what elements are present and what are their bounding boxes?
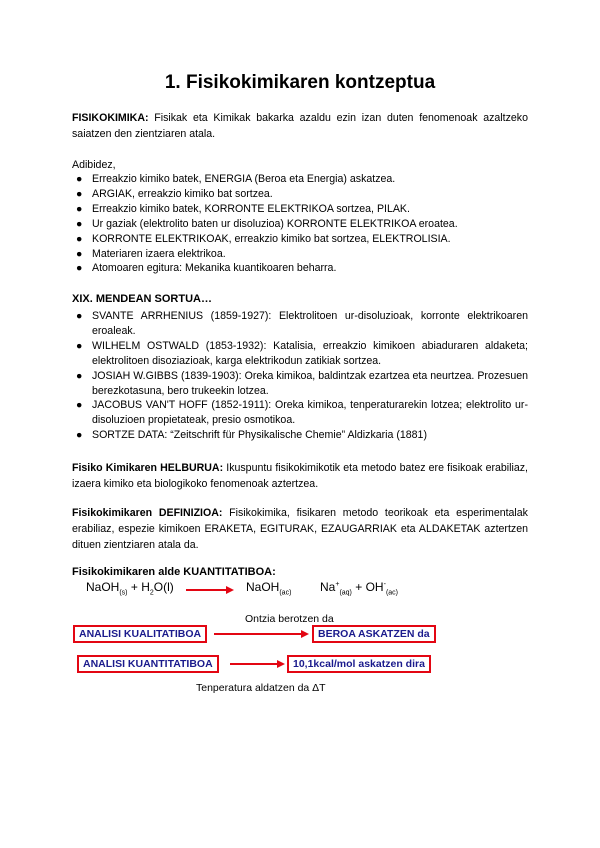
bullet-icon: ● (76, 202, 83, 215)
bullet-icon: ● (76, 339, 83, 352)
equation-product: NaOH$_{(ac)}$ (246, 580, 292, 597)
definition2-text: Fisikokimika, fisikaren metodo teorikoak eta esperimentalak erabiliaz, espezie kimikoen ERAKETA, EGITURAK, EZAUGARRIAK eta ALDAKETAK aztertzen dituen zientziaren atala da. (72, 507, 528, 551)
bullet-icon: ● (76, 310, 83, 322)
list-item: ● JOSIAH W.GIBBS (1839-1903): Oreka kimikoa, baldintzak ezartzea eta neurtzea. Prozesuen berezkotasuna, bero trukeekin lotzea. (76, 369, 528, 397)
qualitative-result-box: BEROA ASKATZEN da (312, 625, 436, 643)
century-heading: XIX. MENDEAN SORTUA… (72, 293, 212, 305)
definition-text: Fisikak eta Kimikak bakarka azaldu ezin izan duten fenomenoak azaltzeko saiatzen den zientziaren atala. (72, 112, 528, 140)
definition2-term: Fisikokimikaren DEFINIZIOA: (72, 507, 223, 519)
qualitative-box: ANALISI KUALITATIBOA (73, 625, 207, 643)
examples-intro: Adibidez, (72, 159, 116, 171)
list-item: ● SORTZE DATA: “Zeitschrift für Physikalische Chemie” Aldizkaria (1881) (76, 429, 427, 442)
quantitative-box: ANALISI KUANTITATIBOA (77, 655, 219, 673)
list-item: ● Erreakzio kimiko batek, ENERGIA (Beroa eta Energia) askatzea. (76, 173, 396, 185)
list-item: ● SVANTE ARRHENIUS (1859-1927): Elektrolitoen ur-disoluzioak, korronte elektrikoaren eroaleak. (76, 310, 528, 337)
list-item: ● KORRONTE ELEKTRIKOAK, erreakzio kimiko bat sortzea, ELEKTROLISIA. (76, 232, 451, 245)
quantitative-heading: Fisikokimikaren alde KUANTITATIBOA: (72, 566, 276, 578)
bullet-icon: ● (76, 217, 83, 230)
bullet-icon: ● (76, 232, 83, 245)
bullet-icon: ● (76, 173, 83, 185)
list-item: ● Ur gaziak (elektrolito baten ur disoluzioa) KORRONTE ELEKTRIKOA eroatea. (76, 217, 458, 230)
quantitative-result-box: 10,1kcal/mol askatzen dira (287, 655, 431, 673)
page-title: 1. Fisikokimikaren kontzeptua (164, 72, 436, 93)
bullet-icon: ● (76, 247, 83, 260)
list-item: ● Atomoaren egitura: Mekanika kuantikoaren beharra. (76, 262, 337, 275)
definition-term: FISIKOKIMIKA: (72, 112, 149, 124)
list-item: ● WILHELM OSTWALD (1853-1932): Katalisia, erreakzio kimikoen abiaduraren aldaketa; elektrolitoen disoziazioak, karga elektrikodun zatikiak sortzea. (76, 339, 528, 367)
bullet-icon: ● (76, 369, 83, 382)
bullet-icon: ● (76, 399, 83, 412)
equation-reactants: NaOH$_{(s)}$ + $H_2O(l)$ (86, 580, 174, 597)
bullet-icon: ● (76, 429, 83, 442)
goal-term: Fisiko Kimikaren HELBURUA: (72, 462, 224, 474)
equation-ions: $Na^+_{(aq)} + OH^-_{(ac)}$ (320, 580, 398, 597)
goal-text: Ikuspuntu fisikokimikotik eta metodo batez ere fisikoak erabiliaz, izaera kimiko eta biologikoko fenomenoak aztertzea. (72, 462, 528, 490)
below-note: Tenperatura aldatzen da ΔT (196, 682, 326, 694)
list-item: ● Erreakzio kimiko batek, KORRONTE ELEKTRIKOA sortzea, PILAK. (76, 202, 410, 215)
bullet-icon: ● (76, 262, 83, 275)
bullet-icon: ● (76, 187, 83, 200)
list-item: ● Materiaren izaera elektrikoa. (76, 247, 226, 260)
list-item: ● JACOBUS VAN'T HOFF (1852-1911): Oreka kimikoa, tenperaturarekin lotzea; elektrolito ur-disoluzioen propietateak, presio osmotikoa. (76, 399, 528, 427)
list-item: ● ARGIAK, erreakzio kimiko bat sortzea. (76, 187, 273, 200)
above-note: Ontzia berotzen da (245, 613, 334, 625)
